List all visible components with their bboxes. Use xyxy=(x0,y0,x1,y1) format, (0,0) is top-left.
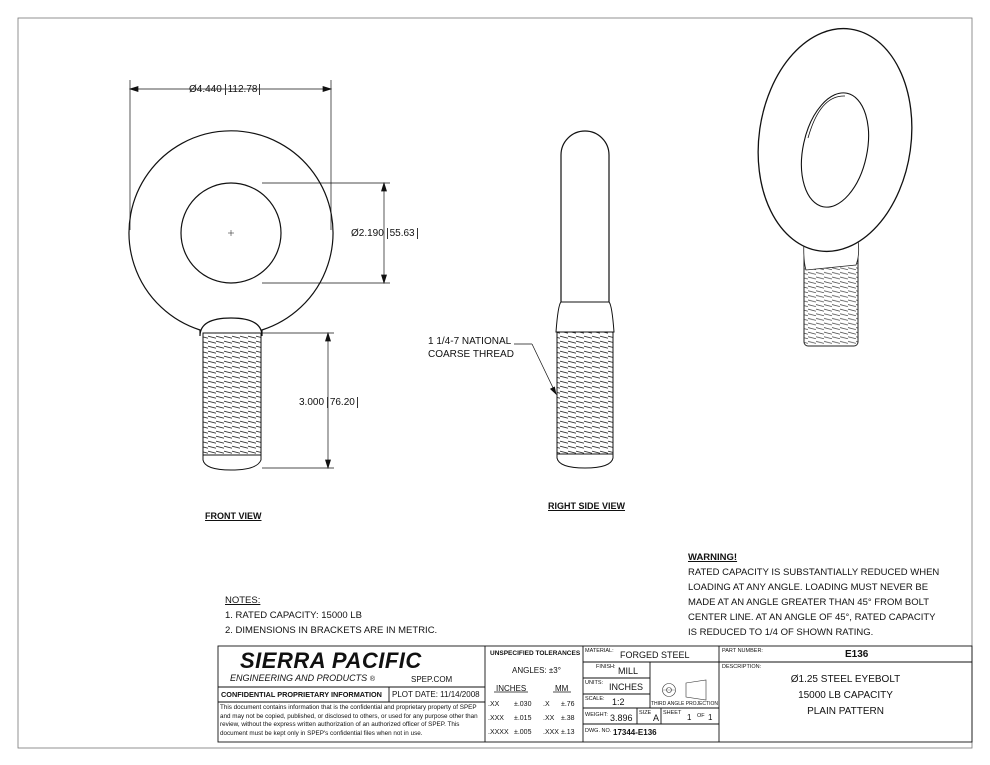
plot-date: PLOT DATE: 11/14/2008 xyxy=(392,690,480,699)
size-value: A xyxy=(653,713,660,723)
dim-shank-len-value: 3.000 xyxy=(299,397,325,408)
tol-mm-value: ±.38 xyxy=(561,715,575,722)
warning-line: LOADING AT ANY ANGLE. LOADING MUST NEVER BE xyxy=(688,582,929,593)
thread-callout-leader xyxy=(514,344,556,394)
side-view-eyebolt xyxy=(556,131,614,468)
thread-callout-line1: 1 1/4-7 NATIONAL xyxy=(428,336,512,347)
note-item: 1. RATED CAPACITY: 15000 LB xyxy=(225,610,362,621)
warning-block xyxy=(688,550,939,640)
front-view-eyebolt xyxy=(129,131,333,470)
tol-mm-format: .X xyxy=(543,701,550,708)
tol-in-value: ±.005 xyxy=(514,729,532,736)
size-label: SIZE xyxy=(639,710,652,716)
finish-value: MILL xyxy=(618,666,639,676)
material-label: MATERIAL: xyxy=(585,648,614,654)
tol-in-format-col xyxy=(488,698,509,740)
description-label: DESCRIPTION: xyxy=(722,664,762,670)
dim-outer-diameter xyxy=(189,84,260,95)
of-value: 1 xyxy=(708,713,713,722)
dim-inner-diameter xyxy=(351,228,418,239)
tol-in-format: .XX xyxy=(488,701,500,708)
scale-value: 1:2 xyxy=(612,697,625,707)
sheet-label: SHEET xyxy=(663,710,682,716)
dim-shank-len-mm: 76.20 xyxy=(327,397,358,408)
tol-in-value: ±.030 xyxy=(514,701,532,708)
dwg-no-label: DWG. NO. xyxy=(585,728,612,734)
tolerance-angles: ANGLES: ±3° xyxy=(512,666,561,675)
front-view-label: FRONT VIEW xyxy=(205,511,262,521)
part-number-value: E136 xyxy=(845,649,869,660)
tol-mm-value-col xyxy=(561,698,575,740)
warning-line: IS REDUCED TO 1/4 OF SHOWN RATING. xyxy=(688,627,874,638)
note-item: 2. DIMENSIONS IN BRACKETS ARE IN METRIC. xyxy=(225,625,438,636)
sheet-value: 1 xyxy=(687,713,692,722)
dwg-no-value: 17344-E136 xyxy=(613,728,657,737)
description-line: Ø1.25 STEEL EYEBOLT xyxy=(790,674,901,685)
units-value: INCHES xyxy=(609,682,644,692)
tol-in-value: ±.015 xyxy=(514,715,532,722)
units-label: UNITS: xyxy=(585,680,604,686)
thread-callout-line2: COARSE THREAD xyxy=(428,349,514,360)
tol-in-format: .XXX xyxy=(488,715,504,722)
dim-outer-dia-mm: 112.78 xyxy=(225,84,261,95)
tol-mm-format: .XX xyxy=(543,715,555,722)
tolerance-inches-header: INCHES xyxy=(496,684,527,693)
warning-line: RATED CAPACITY IS SUBSTANTIALLY REDUCED WHEN xyxy=(688,567,940,578)
notes-block xyxy=(225,593,437,638)
right-side-view-label: RIGHT SIDE VIEW xyxy=(548,501,626,511)
third-angle-projection-symbol xyxy=(663,680,707,700)
tol-in-format: .XXXX xyxy=(488,729,509,736)
projection-label: THIRD ANGLE PROJECTION xyxy=(651,701,718,707)
description-block xyxy=(719,672,972,720)
warning-line: MADE AT AN ANGLE GREATER THAN 45° FROM BOLT xyxy=(688,597,930,608)
warning-line: CENTER LINE. AT AN ANGLE OF 45°, RATED CAPACITY xyxy=(688,612,936,623)
finish-label: FINISH: xyxy=(596,664,616,670)
dim-outer-dia-value: Ø4.440 xyxy=(189,84,222,95)
tol-mm-value: ±.13 xyxy=(561,729,575,736)
dim-inner-dia-value: Ø2.190 xyxy=(351,228,384,239)
tol-mm-format-col xyxy=(543,698,559,740)
weight-label: WEIGHT: xyxy=(585,712,608,718)
company-website: SPEP.COM xyxy=(411,675,453,684)
company-logo-name: SIERRA PACIFIC xyxy=(240,648,422,673)
tolerances-title: UNSPECIFIED TOLERANCES xyxy=(490,650,581,657)
scale-label: SCALE: xyxy=(585,696,605,702)
part-number-label: PART NUMBER: xyxy=(722,648,763,654)
confidential-text: This document contains information that is the confidential and proprietary property of SPEP and may not be copied, published, or disclosed to others, or used for any purpose other than review, without the express written authorization of an authorized officer of SPEP. This document must be kept only in SPEP's confidential files when not in use. xyxy=(220,704,478,737)
tol-in-value-col xyxy=(514,698,531,740)
notes-title: NOTES: xyxy=(225,595,261,606)
confidential-label: CONFIDENTIAL PROPRIETARY INFORMATION xyxy=(221,690,382,699)
weight-value: 3.896 xyxy=(610,713,633,723)
warning-title: WARNING! xyxy=(688,552,738,563)
description-line: PLAIN PATTERN xyxy=(807,706,884,717)
description-line: 15000 LB CAPACITY xyxy=(798,690,893,701)
of-label: OF xyxy=(697,713,705,719)
tol-mm-value: ±.76 xyxy=(561,701,575,708)
isometric-view-eyebolt xyxy=(744,19,926,346)
tolerance-mm-header: MM xyxy=(555,684,569,693)
company-sub-text: ENGINEERING AND PRODUCTS xyxy=(230,673,368,683)
thread-callout xyxy=(428,335,514,361)
dim-shank-length xyxy=(299,397,358,408)
tol-mm-format: .XXX xyxy=(543,729,559,736)
registered-mark: ® xyxy=(369,676,375,683)
dim-inner-dia-mm: 55.63 xyxy=(387,228,418,239)
company-subtitle xyxy=(230,673,375,683)
material-value: FORGED STEEL xyxy=(620,650,690,660)
